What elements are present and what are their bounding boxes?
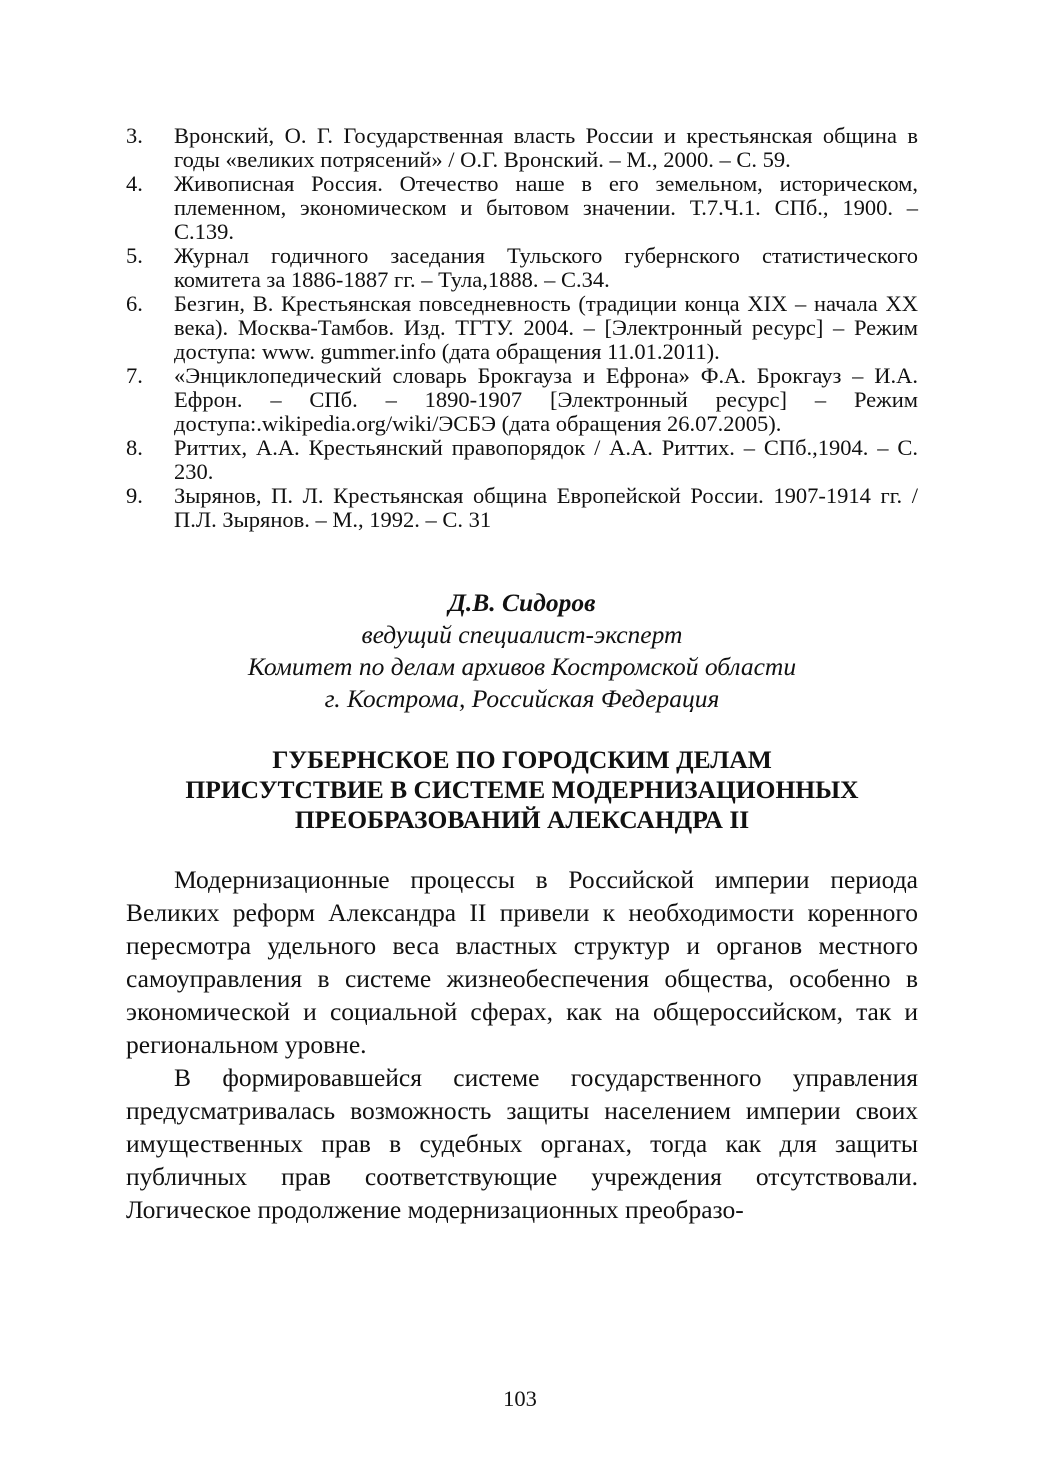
page-number: 103 xyxy=(503,1386,537,1411)
reference-item xyxy=(126,244,918,292)
reference-item xyxy=(126,124,918,172)
page-content xyxy=(126,124,918,1226)
article-title-line: ГУБЕРНСКОЕ ПО ГОРОДСКИМ ДЕЛАМ xyxy=(272,745,772,774)
reference-text: Живописная Россия. Отечество наше в его земельном, историческом, племенном, экономическом и бытовом значении. Т.7.Ч.1. СПб., 1900. – С.139. xyxy=(174,171,918,244)
reference-item xyxy=(126,172,918,244)
reference-item xyxy=(126,484,918,532)
article-body xyxy=(126,863,918,1226)
reference-item xyxy=(126,292,918,364)
reference-number: 6. xyxy=(126,291,143,316)
reference-text: Безгин, В. Крестьянская повседневность (традиции конца XIX – начала XX века). Москва-Тамбов. Изд. ТГТУ. 2004. – [Электронный ресурс] – Режим доступа: www. gummer.info (дата обращения 11.01.2011). xyxy=(174,291,918,364)
author-organization: Комитет по делам архивов Костромской области xyxy=(247,652,797,681)
reference-text: Вронский, О. Г. Государственная власть России и крестьянская община в годы «великих потрясений» / О.Г. Вронский. – М., 2000. – С. 59. xyxy=(174,123,918,172)
reference-number: 8. xyxy=(126,435,143,460)
author-position: ведущий специалист-эксперт xyxy=(361,620,683,649)
reference-number: 9. xyxy=(126,483,143,508)
reference-text: Зырянов, П. Л. Крестьянская община Европейской России. 1907-1914 гг. / П.Л. Зырянов. – М., 1992. – С. 31 xyxy=(174,483,918,532)
paragraph: В формировавшейся системе государственного управления предусматривалась возможность защиты населением империи своих имущественных прав в судебных органах, тогда как для защиты публичных прав соответствующие учреждения отсутствовали. Логическое продолжение модернизационных преобразо- xyxy=(126,1063,918,1224)
reference-item xyxy=(126,364,918,436)
reference-text: Риттих, А.А. Крестьянский правопорядок / А.А. Риттих. – СПб.,1904. – С. 230. xyxy=(174,435,918,484)
reference-number: 3. xyxy=(126,123,143,148)
reference-text: Журнал годичного заседания Тульского губернского статистического комитета за 1886-1887 гг. – Тула,1888. – С.34. xyxy=(174,243,918,292)
reference-number: 7. xyxy=(126,363,143,388)
reference-number: 4. xyxy=(126,171,143,196)
reference-list xyxy=(126,124,918,532)
author-block xyxy=(126,587,918,715)
article-title xyxy=(126,745,918,835)
article-title-line: ПРЕОБРАЗОВАНИЙ АЛЕКСАНДРА II xyxy=(294,805,750,834)
paragraph: Модернизационные процессы в Российской империи периода Великих реформ Александра II привели к необходимости коренного пересмотра удельного веса властных структур и органов местного самоуправления в системе жизнеобеспечения общества, особенно в экономической и социальной сферах, как на общероссийском, так и региональном уровне. xyxy=(126,865,918,1059)
author-name: Д.В. Сидоров xyxy=(448,588,596,617)
reference-number: 5. xyxy=(126,243,143,268)
author-location: г. Кострома, Российская Федерация xyxy=(324,684,720,713)
reference-item xyxy=(126,436,918,484)
article-title-line: ПРИСУТСТВИЕ В СИСТЕМЕ МОДЕРНИЗАЦИОННЫХ xyxy=(185,775,859,804)
reference-text: «Энциклопедический словарь Брокгауза и Ефрона» Ф.А. Брокгауз – И.А. Ефрон. – СПб. – 1890-1907 [Электронный ресурс] – Режим доступа:.wikipedia.org/wiki/ЭСБЭ (дата обращения 26.07.2005). xyxy=(174,363,918,436)
